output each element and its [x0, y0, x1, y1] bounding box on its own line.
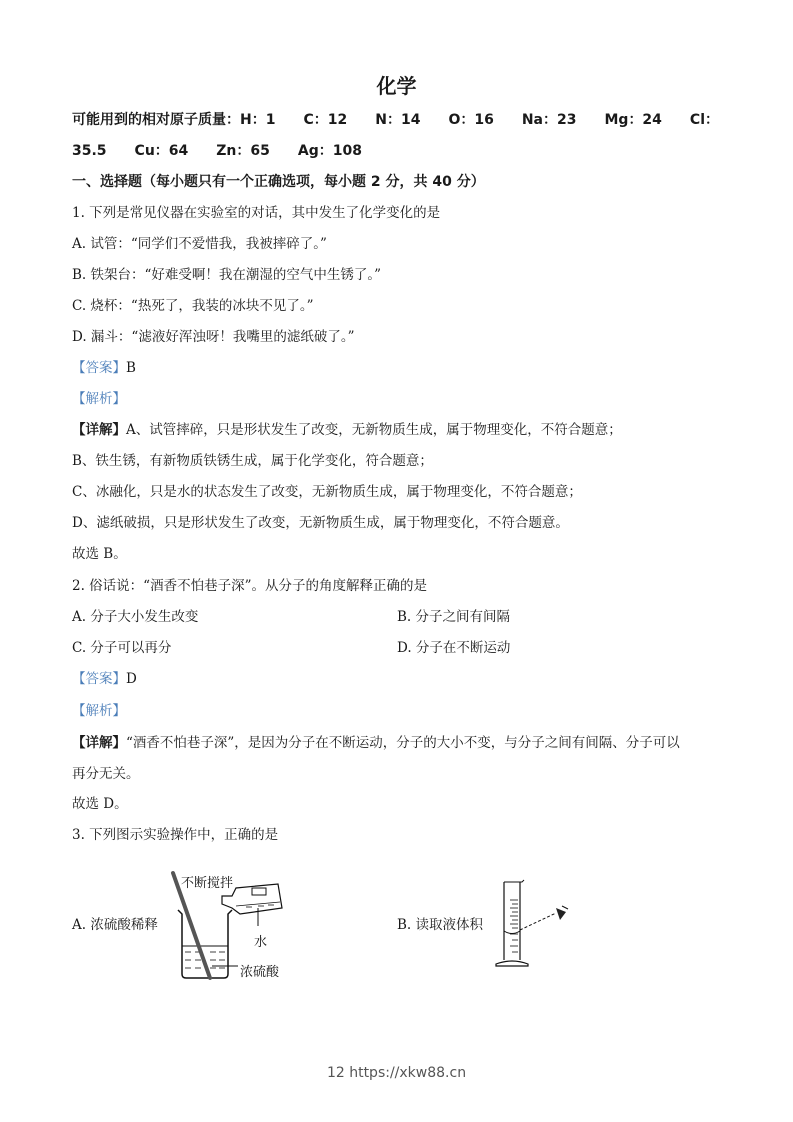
- question-2-conclusion: 故选 D。: [72, 796, 128, 812]
- stir-label: 不断搅拌: [181, 876, 234, 891]
- atomic-mass: Cl：: [689, 112, 719, 128]
- question-2-analysis-tag: [72, 703, 126, 719]
- atomic-mass: 35.5: [72, 143, 107, 159]
- question-1-answer: [72, 360, 136, 376]
- graduated-cylinder-figure: [490, 878, 580, 970]
- water-label: 水: [254, 935, 268, 950]
- answer-tag: 【答案】: [72, 360, 126, 376]
- question-2-option-b: B. 分子之间有间隔: [397, 609, 511, 625]
- acid-label: 浓硫酸: [240, 965, 280, 980]
- section-heading: 一、选择题（每小题只有一个正确选项，每小题 2 分，共 40 分）: [72, 174, 485, 190]
- atomic-mass: Cu：64: [134, 143, 189, 159]
- question-1-detail-line-3: C、冰融化，只是水的状态发生了改变，无新物质生成，属于物理变化，不符合题意；: [72, 484, 582, 500]
- atomic-mass: O：16: [448, 112, 494, 128]
- question-1-option-b: B. 铁架台：“好难受啊！我在潮湿的空气中生锈了。”: [72, 267, 382, 283]
- question-1-option-a: A. 试管：“同学们不爱惜我，我被摔碎了。”: [72, 236, 327, 252]
- question-1-option-c: C. 烧杯：“热死了，我装的冰块不见了。”: [72, 298, 314, 314]
- detail-tag: 【详解】: [72, 422, 126, 438]
- question-1-detail-line-1: [72, 422, 622, 438]
- atomic-mass: Mg：24: [604, 112, 662, 128]
- question-3-stem: 3. 下列图示实验操作中，正确的是: [72, 827, 279, 843]
- atomic-mass: N：14: [375, 112, 421, 128]
- question-1-detail-line-2: B、铁生锈，有新物质铁锈生成，属于化学变化，符合题意；: [72, 453, 433, 469]
- question-2-option-c: C. 分子可以再分: [72, 640, 172, 656]
- atomic-masses-line-2: [72, 143, 390, 159]
- question-1-analysis-tag: [72, 391, 126, 407]
- question-2-answer: [72, 671, 137, 687]
- answer-tag: 【答案】: [72, 671, 126, 687]
- question-2-option-a: A. 分子大小发生改变: [72, 609, 199, 625]
- page-title: 化学: [376, 74, 417, 98]
- question-1-option-d: D. 漏斗：“滤液好浑浊呀！我嘴里的滤纸破了。”: [72, 329, 355, 345]
- detail-text: A、试管摔碎，只是形状发生了改变，无新物质生成，属于物理变化，不符合题意；: [126, 422, 622, 438]
- detail-tag: 【详解】: [72, 735, 126, 751]
- detail-text: “酒香不怕巷子深”，是因为分子在不断运动，分子的大小不变，与分子之间有间隔、分子可以: [126, 735, 680, 751]
- answer-value: B: [126, 360, 136, 376]
- analysis-tag: 【解析】: [72, 391, 126, 407]
- question-3-option-b: B. 读取液体积: [397, 917, 484, 933]
- question-1-detail-line-4: D、滤纸破损，只是形状发生了改变，无新物质生成，属于物理变化，不符合题意。: [72, 515, 569, 531]
- analysis-tag: 【解析】: [72, 703, 126, 719]
- atomic-mass: Na：23: [521, 112, 577, 128]
- question-2-option-d: D. 分子在不断运动: [397, 640, 511, 656]
- question-2-detail-line-1: [72, 735, 680, 751]
- question-1-conclusion: 故选 B。: [72, 546, 127, 562]
- question-3-option-a: A. 浓硫酸稀释: [72, 917, 158, 933]
- question-1-stem: 1. 下列是常见仪器在实验室的对话，其中发生了化学变化的是: [72, 205, 441, 221]
- page-footer: 12 https://xkw88.cn: [326, 1065, 467, 1081]
- atomic-masses-label: 可能用到的相对原子质量：: [72, 112, 240, 128]
- atomic-mass: Zn：65: [216, 143, 270, 159]
- atomic-mass: H：1: [240, 112, 276, 128]
- question-2-detail-line-2: 再分无关。: [72, 766, 140, 782]
- atomic-mass: Ag：108: [297, 143, 362, 159]
- atomic-masses-line-1: [72, 112, 719, 128]
- answer-value: D: [126, 671, 137, 687]
- atomic-mass: C：12: [303, 112, 348, 128]
- question-2-stem: 2. 俗话说：“酒香不怕巷子深”。从分子的角度解释正确的是: [72, 578, 427, 594]
